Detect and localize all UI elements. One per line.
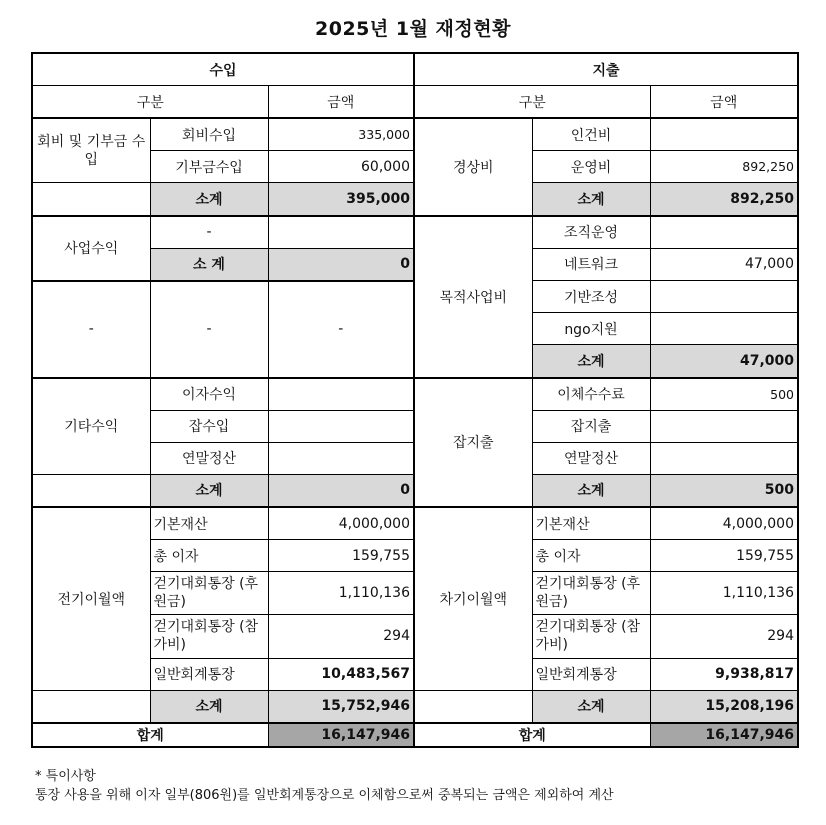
expense-item: 이체수수료	[532, 378, 650, 411]
income-item: 기본재산	[150, 507, 268, 540]
income-item: 기부금수입	[150, 151, 268, 183]
expense-amount: 159,755	[650, 540, 798, 572]
expense-amount	[650, 313, 798, 345]
expense-amount: 9,938,817	[650, 658, 798, 690]
income-item: 총 이자	[150, 540, 268, 572]
income-group-blank: -	[32, 281, 150, 378]
income-group-membership: 회비 및 기부금 수입	[32, 118, 150, 183]
income-subtotal: 0	[268, 248, 414, 281]
expense-amount	[650, 216, 798, 249]
expense-amount	[650, 410, 798, 442]
expense-item: 연말정산	[532, 442, 650, 474]
expense-amount: 294	[650, 615, 798, 658]
page-title: 2025년 1월 재정현황	[315, 18, 511, 40]
expense-total: 16,147,946	[650, 723, 798, 747]
income-item: 걷기대회통장 (후원금)	[150, 572, 268, 615]
income-subtotal: 15,752,946	[268, 690, 414, 723]
notes-heading: * 특이사항	[35, 769, 96, 784]
expense-amount: 47,000	[650, 248, 798, 281]
income-subtotal: 0	[268, 474, 414, 507]
income-item: -	[150, 281, 268, 378]
income-item: -	[150, 216, 268, 249]
income-total-label: 합계	[32, 723, 268, 747]
finance-table	[31, 52, 799, 748]
expense-item: 네트워크	[532, 248, 650, 281]
income-amount: 1,110,136	[268, 572, 414, 615]
income-group-other: 기타수익	[32, 378, 150, 475]
income-subtotal-label: 소계	[150, 474, 268, 507]
expense-group-carryforward: 차기이월액	[414, 507, 532, 690]
income-item: 걷기대회통장 (참가비)	[150, 615, 268, 658]
expense-item: 기본재산	[532, 507, 650, 540]
expense-subtotal-label: 소계	[532, 474, 650, 507]
notes	[35, 767, 614, 805]
expense-group-purpose: 목적사업비	[414, 216, 532, 378]
expense-amount: 4,000,000	[650, 507, 798, 540]
expense-amount	[650, 281, 798, 313]
expense-item: 잡지출	[532, 410, 650, 442]
income-group-business: 사업수익	[32, 216, 150, 281]
expense-amount: 1,110,136	[650, 572, 798, 615]
income-item: 연말정산	[150, 442, 268, 474]
income-subtotal-label: 소 계	[150, 248, 268, 281]
income-total: 16,147,946	[268, 723, 414, 747]
expense-item: 조직운영	[532, 216, 650, 249]
expense-subtotal-label: 소계	[532, 345, 650, 378]
expense-amount	[650, 442, 798, 474]
expense-subtotal: 15,208,196	[650, 690, 798, 723]
expense-item: ngo지원	[532, 313, 650, 345]
income-amount: -	[268, 281, 414, 378]
income-subtotal-label: 소계	[150, 183, 268, 216]
expense-subtotal-label: 소계	[532, 183, 650, 216]
expense-subtotal: 892,250	[650, 183, 798, 216]
income-item: 이자수익	[150, 378, 268, 411]
income-item: 일반회계통장	[150, 658, 268, 690]
income-amount	[268, 216, 414, 249]
income-amount	[268, 442, 414, 474]
expense-total-label: 합계	[414, 723, 650, 747]
income-item: 잡수입	[150, 410, 268, 442]
expense-subtotal: 47,000	[650, 345, 798, 378]
income-category-header: 구분	[32, 86, 268, 119]
expense-item: 걷기대회통장 (후원금)	[532, 572, 650, 615]
income-amount: 335,000	[268, 118, 414, 151]
expense-item: 일반회계통장	[532, 658, 650, 690]
expense-item: 총 이자	[532, 540, 650, 572]
expense-amount-header: 금액	[650, 86, 798, 119]
income-subtotal: 395,000	[268, 183, 414, 216]
income-amount: 159,755	[268, 540, 414, 572]
expense-amount: 892,250	[650, 151, 798, 183]
income-amount: 294	[268, 615, 414, 658]
expense-item: 걷기대회통장 (참가비)	[532, 615, 650, 658]
expense-amount	[650, 118, 798, 151]
expense-subtotal: 500	[650, 474, 798, 507]
income-amount-header: 금액	[268, 86, 414, 119]
income-amount: 60,000	[268, 151, 414, 183]
expense-item: 기반조성	[532, 281, 650, 313]
income-amount	[268, 378, 414, 411]
expense-group-misc: 잡지출	[414, 378, 532, 507]
expense-group-operating: 경상비	[414, 118, 532, 215]
income-item: 회비수입	[150, 118, 268, 151]
income-amount: 10,483,567	[268, 658, 414, 690]
expense-category-header: 구분	[414, 86, 650, 119]
expense-header: 지출	[414, 53, 798, 86]
income-amount: 4,000,000	[268, 507, 414, 540]
notes-text: 통장 사용을 위해 이자 일부(806원)를 일반회계통장으로 이체함으로써 중복되는 금액은 제외하여 계산	[35, 788, 614, 803]
income-subtotal-label: 소계	[150, 690, 268, 723]
expense-subtotal-label: 소계	[532, 690, 650, 723]
income-header: 수입	[32, 53, 414, 86]
expense-amount: 500	[650, 378, 798, 411]
expense-item: 인건비	[532, 118, 650, 151]
expense-item: 운영비	[532, 151, 650, 183]
income-group-carryover: 전기이월액	[32, 507, 150, 690]
income-amount	[268, 410, 414, 442]
